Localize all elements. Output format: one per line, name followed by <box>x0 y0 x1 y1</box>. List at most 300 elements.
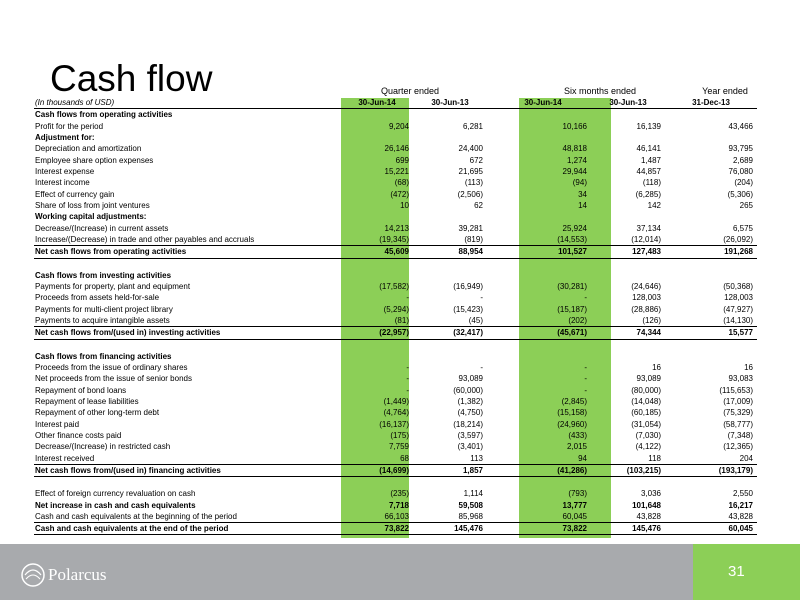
table-row <box>34 430 757 441</box>
row-value: (4,764) <box>383 408 409 418</box>
row-value: 118 <box>591 453 665 465</box>
row-value: (4,122) <box>635 442 661 452</box>
table-row <box>34 362 757 373</box>
row-value: - <box>584 374 587 384</box>
row-value: - <box>480 293 483 303</box>
table-row <box>34 373 757 384</box>
row-value <box>665 109 757 121</box>
column-gap <box>487 430 495 441</box>
column-gap <box>487 373 495 384</box>
row-value: (115,653) <box>719 385 753 395</box>
table-row <box>34 270 757 281</box>
row-value: 142 <box>647 200 661 210</box>
row-value: (819) <box>413 234 487 246</box>
row-value <box>413 258 487 270</box>
row-label: Net cash flows from/(used in) financing activities <box>34 464 341 476</box>
row-value: - <box>406 293 409 303</box>
column-gap <box>487 200 495 211</box>
row-value: 101,648 <box>632 500 661 510</box>
row-value: (472) <box>390 189 409 199</box>
row-value: 93,083 <box>728 374 753 384</box>
row-value: (32,417) <box>413 327 487 339</box>
row-value: 93,089 <box>636 374 661 384</box>
row-label: Depreciation and amortization <box>35 144 142 154</box>
row-label: Cash and cash equivalents at the beginning of the period <box>34 511 341 523</box>
row-label: Share of loss from joint ventures <box>35 200 150 210</box>
row-value: 3,036 <box>640 489 661 499</box>
table-row <box>34 511 757 523</box>
row-value <box>591 351 665 362</box>
row-value: (81) <box>341 315 413 327</box>
row-value: 16 <box>744 362 753 372</box>
row-value: (19,345) <box>341 234 413 246</box>
row-value <box>591 211 665 222</box>
table-row <box>34 292 757 303</box>
table-row <box>34 211 757 222</box>
row-value: 93,089 <box>458 374 483 384</box>
row-label <box>34 339 341 351</box>
row-value: (28,886) <box>631 304 661 314</box>
row-value: 1,487 <box>640 155 661 165</box>
row-value: (103,215) <box>591 464 665 476</box>
row-value: - <box>406 385 409 395</box>
column-gap <box>487 500 495 511</box>
row-label: Interest received <box>34 453 341 465</box>
table-row <box>34 143 757 154</box>
row-label: Repayment of bond loans <box>35 385 127 395</box>
row-value: 128,003 <box>724 293 753 303</box>
row-value <box>495 477 591 489</box>
row-value <box>495 211 591 222</box>
table-row <box>34 464 757 476</box>
row-value: 672 <box>469 155 483 165</box>
row-label: Other finance costs paid <box>35 430 122 440</box>
row-value: 94 <box>495 453 591 465</box>
row-value: (3,401) <box>457 442 483 452</box>
column-gap <box>487 396 495 407</box>
row-value <box>591 109 665 121</box>
row-value: 6,281 <box>462 121 483 131</box>
row-value: (3,597) <box>457 430 483 440</box>
row-value: 43,466 <box>728 121 753 131</box>
row-value: 699 <box>395 155 409 165</box>
row-value: 39,281 <box>458 223 483 233</box>
row-value <box>341 339 413 351</box>
row-value: 7,759 <box>388 442 409 452</box>
row-value: (5,294) <box>383 304 409 314</box>
row-value: 16,139 <box>636 121 661 131</box>
column-gap <box>487 121 495 132</box>
row-value: 44,857 <box>636 166 661 176</box>
footer-bar <box>0 544 800 600</box>
row-value <box>665 351 757 362</box>
row-value <box>591 132 665 143</box>
table-row <box>34 327 757 339</box>
row-value: (26,092) <box>665 234 757 246</box>
row-value: (16,137) <box>379 419 409 429</box>
row-value: (50,368) <box>723 281 753 291</box>
row-value: - <box>406 374 409 384</box>
row-value: (793) <box>568 489 587 499</box>
row-value: (2,845) <box>561 396 587 406</box>
row-value: 76,080 <box>728 166 753 176</box>
row-value <box>413 132 487 143</box>
row-value: (202) <box>495 315 591 327</box>
row-value <box>341 211 413 222</box>
column-gap <box>487 270 495 281</box>
column-gap <box>487 177 495 188</box>
row-value: (1,449) <box>383 396 409 406</box>
row-value: 73,822 <box>495 523 591 535</box>
row-value <box>591 339 665 351</box>
row-value: (126) <box>591 315 665 327</box>
row-value <box>413 351 487 362</box>
table-row <box>34 258 757 270</box>
row-value: 74,344 <box>591 327 665 339</box>
row-label: Adjustment for: <box>35 132 95 142</box>
row-value <box>413 211 487 222</box>
column-gap <box>487 464 495 476</box>
table-row <box>34 351 757 362</box>
row-value: (24,646) <box>631 281 661 291</box>
table-row <box>34 281 757 292</box>
row-value <box>665 477 757 489</box>
column-h1-2014: 30-Jun-14 <box>495 97 591 109</box>
table-row <box>34 315 757 327</box>
row-value: (45,671) <box>495 327 591 339</box>
row-label: Net cash flows from operating activities <box>34 246 341 258</box>
row-value: (5,306) <box>727 189 753 199</box>
row-value: (24,960) <box>557 419 587 429</box>
row-value <box>413 109 487 121</box>
table-row <box>34 155 757 166</box>
row-value <box>341 270 413 281</box>
row-value: 145,476 <box>591 523 665 535</box>
table-row <box>34 234 757 246</box>
row-value: (17,582) <box>379 281 409 291</box>
header-six-months-ended: Six months ended <box>563 86 637 96</box>
row-value: (1,382) <box>457 396 483 406</box>
table-row <box>34 441 757 452</box>
table-row <box>34 488 757 499</box>
column-gap <box>487 281 495 292</box>
row-value: 14 <box>578 200 587 210</box>
column-gap <box>487 304 495 315</box>
cash-flow-table <box>34 97 757 535</box>
row-value: (94) <box>572 178 587 188</box>
row-value: 66,103 <box>341 511 413 523</box>
table-row <box>34 477 757 489</box>
table-row <box>34 223 757 234</box>
row-value: 1,114 <box>463 489 483 499</box>
column-gap <box>487 234 495 246</box>
row-label: Employee share option expenses <box>35 155 154 165</box>
column-gap <box>487 385 495 396</box>
row-value: 10,166 <box>562 121 587 131</box>
column-gap <box>487 351 495 362</box>
row-value: (14,553) <box>495 234 591 246</box>
header-year-ended: Year ended <box>702 86 748 96</box>
row-value <box>495 270 591 281</box>
row-value: 37,134 <box>636 223 661 233</box>
row-value: - <box>406 362 409 372</box>
row-value: (31,054) <box>631 419 661 429</box>
row-value <box>413 477 487 489</box>
row-value: (47,927) <box>723 304 753 314</box>
row-value: - <box>584 362 587 372</box>
row-value: 46,141 <box>636 144 661 154</box>
row-value: 16,217 <box>728 500 753 510</box>
row-value: (113) <box>464 178 483 188</box>
row-value <box>591 477 665 489</box>
polarcus-logo-icon <box>20 562 46 588</box>
row-value: (60,185) <box>631 408 661 418</box>
column-gap <box>487 339 495 351</box>
column-gap <box>487 488 495 499</box>
row-value: (75,329) <box>723 408 753 418</box>
row-label <box>34 258 341 270</box>
table-row <box>34 304 757 315</box>
row-label: Effect of foreign currency revaluation on cash <box>35 489 196 499</box>
row-value <box>665 132 757 143</box>
row-value: 85,968 <box>413 511 487 523</box>
row-value: 60,045 <box>665 523 757 535</box>
row-value <box>413 270 487 281</box>
row-value <box>495 132 591 143</box>
row-value: (204) <box>734 178 753 188</box>
header-quarter-ended: Quarter ended <box>380 86 440 96</box>
column-gap <box>487 246 495 258</box>
page-number: 31 <box>728 563 745 580</box>
row-value: 13,777 <box>562 500 587 510</box>
row-value <box>591 258 665 270</box>
polarcus-logo-text: Polarcus <box>48 565 107 584</box>
row-value: (17,009) <box>723 396 753 406</box>
row-label <box>34 477 341 489</box>
table-row <box>34 500 757 511</box>
column-gap <box>487 258 495 270</box>
column-gap <box>487 523 495 535</box>
table-row <box>34 200 757 211</box>
column-gap <box>487 477 495 489</box>
row-label: Interest income <box>35 178 90 188</box>
row-value <box>341 258 413 270</box>
row-value: (12,365) <box>723 442 753 452</box>
column-gap <box>487 143 495 154</box>
row-value: 16 <box>652 362 661 372</box>
row-value: 145,476 <box>413 523 487 535</box>
row-value: (7,030) <box>635 430 661 440</box>
column-q2-2014: 30-Jun-14 <box>341 97 413 109</box>
table-row <box>34 246 757 258</box>
column-units: (In thousands of USD) <box>34 97 341 109</box>
row-value: 59,508 <box>458 500 483 510</box>
row-label: Decrease/(Increase) in current assets <box>35 223 169 233</box>
row-value: 1,274 <box>566 155 587 165</box>
column-gap <box>487 189 495 200</box>
column-h1-2013: 30-Jun-13 <box>591 97 665 109</box>
row-value: (6,285) <box>635 189 661 199</box>
row-value <box>665 211 757 222</box>
row-label: Repayment of lease liabilities <box>35 396 139 406</box>
row-value: (58,777) <box>723 419 753 429</box>
row-label: Cash flows from operating activities <box>35 110 173 120</box>
row-value: (118) <box>642 178 661 188</box>
row-value <box>495 351 591 362</box>
row-value: 43,828 <box>591 511 665 523</box>
row-value: 7,718 <box>388 500 409 510</box>
column-gap <box>487 109 495 121</box>
row-label: Repayment of other long-term debt <box>35 408 160 418</box>
page-title: Cash flow <box>50 58 213 99</box>
row-value: (7,348) <box>727 430 753 440</box>
row-value <box>495 109 591 121</box>
table-row <box>34 177 757 188</box>
row-value: 29,944 <box>562 166 587 176</box>
row-value: 15,221 <box>384 166 409 176</box>
row-value: 10 <box>400 200 409 210</box>
row-value: 127,483 <box>591 246 665 258</box>
row-label: Payments for multi-client project library <box>35 304 173 314</box>
table-row <box>34 109 757 121</box>
row-value: (15,423) <box>453 304 483 314</box>
row-label: Increase/(Decrease) in trade and other payables and accruals <box>34 234 341 246</box>
row-value: 15,577 <box>665 327 757 339</box>
row-value <box>591 270 665 281</box>
column-gap <box>487 166 495 177</box>
column-q2-2013: 30-Jun-13 <box>413 97 487 109</box>
row-value: (14,048) <box>631 396 661 406</box>
row-value: 9,204 <box>388 121 409 131</box>
row-value: (45) <box>413 315 487 327</box>
row-value: 68 <box>341 453 413 465</box>
row-value <box>665 270 757 281</box>
row-value: 26,146 <box>384 144 409 154</box>
row-value: (18,214) <box>453 419 483 429</box>
row-value: 34 <box>578 189 587 199</box>
row-value: 21,695 <box>458 166 483 176</box>
row-label: Net increase in cash and cash equivalents <box>35 500 196 510</box>
row-label: Proceeds from assets held-for-sale <box>35 293 160 303</box>
row-value: 24,400 <box>458 144 483 154</box>
row-value: 101,527 <box>495 246 591 258</box>
row-value: 1,857 <box>413 464 487 476</box>
row-value: 191,268 <box>665 246 757 258</box>
row-value: (433) <box>568 430 587 440</box>
row-label: Effect of currency gain <box>35 189 115 199</box>
row-label: Net proceeds from the issue of senior bonds <box>35 374 192 384</box>
row-value: 62 <box>474 200 483 210</box>
row-value <box>341 132 413 143</box>
row-value: (14,699) <box>341 464 413 476</box>
column-gap <box>487 292 495 303</box>
column-gap <box>487 441 495 452</box>
table-row <box>34 132 757 143</box>
column-fy-2013: 31-Dec-13 <box>665 97 757 109</box>
column-gap <box>487 407 495 418</box>
table-row <box>34 166 757 177</box>
row-value: 60,045 <box>495 511 591 523</box>
table-row <box>34 396 757 407</box>
row-value: (68) <box>394 178 409 188</box>
table-row <box>34 419 757 430</box>
row-value: 88,954 <box>413 246 487 258</box>
table-row <box>34 407 757 418</box>
row-value <box>665 339 757 351</box>
row-value: (80,000) <box>631 385 661 395</box>
row-value: (175) <box>390 430 409 440</box>
row-label: Cash flows from financing activities <box>35 351 172 361</box>
column-gap <box>487 132 495 143</box>
row-label: Payments for property, plant and equipment <box>35 281 191 291</box>
row-value: 204 <box>665 453 757 465</box>
row-label: Decrease/(Increase) in restricted cash <box>35 442 171 452</box>
table-row <box>34 339 757 351</box>
row-value: (193,179) <box>665 464 757 476</box>
row-value: - <box>584 385 587 395</box>
row-value: (16,949) <box>453 281 483 291</box>
row-label: Profit for the period <box>35 121 104 131</box>
footer-accent <box>693 544 800 600</box>
row-value: 6,575 <box>732 223 753 233</box>
row-value: 93,795 <box>728 144 753 154</box>
row-value: 73,822 <box>341 523 413 535</box>
row-value: - <box>480 362 483 372</box>
row-value: (15,187) <box>557 304 587 314</box>
row-value: (14,130) <box>665 315 757 327</box>
row-value <box>665 258 757 270</box>
row-label: Proceeds from the issue of ordinary shares <box>35 362 188 372</box>
row-value: 25,924 <box>562 223 587 233</box>
row-value: 45,609 <box>341 246 413 258</box>
column-gap <box>487 327 495 339</box>
table-row <box>34 121 757 132</box>
row-value: 2,550 <box>732 489 753 499</box>
column-gap <box>487 155 495 166</box>
column-gap <box>487 223 495 234</box>
column-gap <box>487 511 495 523</box>
row-value: 2,689 <box>732 155 753 165</box>
row-value: (2,506) <box>457 189 483 199</box>
row-label: Interest paid <box>35 419 80 429</box>
row-value: (235) <box>390 489 409 499</box>
row-value: (30,281) <box>557 281 587 291</box>
row-value <box>413 339 487 351</box>
row-label: Payments to acquire intangible assets <box>34 315 341 327</box>
row-value: (15,158) <box>557 408 587 418</box>
table-row <box>34 523 757 535</box>
column-gap <box>487 419 495 430</box>
column-gap <box>487 315 495 327</box>
row-value <box>495 258 591 270</box>
row-label: Cash flows from investing activities <box>35 270 172 280</box>
row-value <box>341 477 413 489</box>
row-value <box>495 339 591 351</box>
row-label: Interest expense <box>35 166 95 176</box>
row-value: (22,957) <box>341 327 413 339</box>
column-gap <box>487 211 495 222</box>
row-value: 128,003 <box>632 293 661 303</box>
row-value: (60,000) <box>453 385 483 395</box>
row-value: (41,286) <box>495 464 591 476</box>
column-header-row <box>34 97 757 109</box>
row-value: (12,014) <box>591 234 665 246</box>
row-label: Net cash flows from/(used in) investing activities <box>34 327 341 339</box>
row-value: - <box>584 293 587 303</box>
column-gap <box>487 362 495 373</box>
column-gap <box>487 453 495 465</box>
row-value: 113 <box>413 453 487 465</box>
